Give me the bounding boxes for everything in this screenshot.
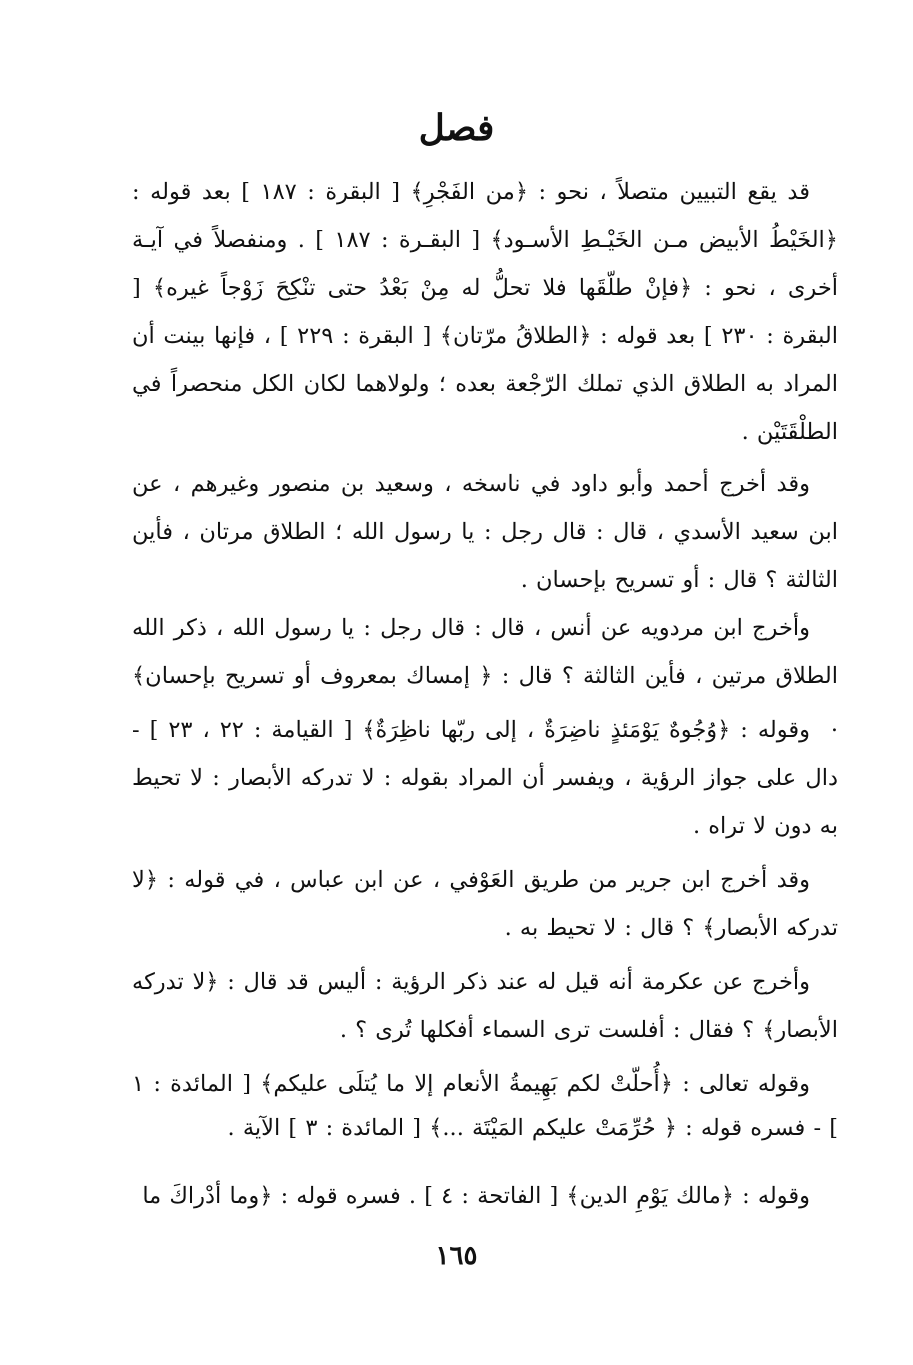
paragraph-2: وقد أخرج أحمد وأبو داود في ناسخه ، وسعيد بن منصور وغيرهم ، عن ابن سعيد الأسدي ، قال : قال رجل : يا رسول الله ؛ الطلاق مرتان ، فأين الثالثة ؟ قال : أو تسريح بإحسان .: [132, 471, 838, 593]
paragraph-5: وقد أخرج ابن جرير من طريق العَوْفي ، عن ابن عباس ، في قوله : ﴿لا تدركه الأبصار﴾ ؟ قال : لا تحيط به .: [132, 867, 838, 941]
paragraph-4: وقوله : ﴿وُجُوهٌ يَوْمَئذٍ ناضِرَةٌ ، إلى ربّها ناظِرَةٌ﴾ [ القيامة : ٢٢ ، ٢٣ ] - دال على جواز الرؤية ، ويفسر أن المراد بقوله : لا تدركه الأبصار : لا تحيط به دون لا تراه .: [132, 717, 838, 839]
page-number: ١٦٥: [435, 1241, 478, 1271]
paragraph-1: قد يقع التبيين متصلاً ، نحو : ﴿من الفَجْرِ﴾ [ البقرة : ١٨٧ ] بعد قوله : ﴿الخَيْطُ الأبيض مـن الخَيْـطِ الأسـود﴾ [ البقـرة : ١٨٧ ] . ومنفصلاً في آيـة أخرى ، نحو : ﴿فإنْ طلّقَها فلا تحلُّ له مِنْ بَعْدُ حتى تنْكِحَ زَوْجاً غيره﴾ [ البقرة : ٢٣٠ ] بعد قوله : ﴿الطلاقُ مرّتان﴾ [ البقرة : ٢٢٩ ] ، فإنها بينت أن المراد به الطلاق الذي تملك الرّجْعة بعده ؛ ولولاهما لكان الكل منحصراً في الطلْقَتَيْن .: [132, 179, 838, 445]
paragraph-6: وأخرج عن عكرمة أنه قيل له عند ذكر الرؤية : أليس قد قال : ﴿لا تدركه الأبصار﴾ ؟ فقال : أفلست ترى السماء أفكلها تُرى ؟ .: [132, 969, 838, 1043]
page-title: فصل: [418, 107, 495, 149]
paragraph-8: وقوله : ﴿مالك يَوْمِ الدين﴾ [ الفاتحة : ٤ ] . فسره قوله : ﴿وما أدْراكَ ما: [142, 1183, 810, 1209]
paragraph-7: وقوله تعالى : ﴿أُحلّتْ لكم بَهِيمةُ الأنعام إلا ما يُتلَى عليكم﴾ [ المائدة : ١ ] - فسره قوله : ﴿ حُرِّمَتْ عليكم المَيْتَة ...﴾ [ المائدة : ٣ ] الآية .: [132, 1071, 838, 1141]
paragraph-3: وأخرج ابن مردويه عن أنس ، قال : قال رجل : يا رسول الله ، ذكر الله الطلاق مرتين ، فأين الثالثة ؟ قال : ﴿ إمساك بمعروف أو تسريح بإحسان﴾ .: [132, 615, 838, 737]
